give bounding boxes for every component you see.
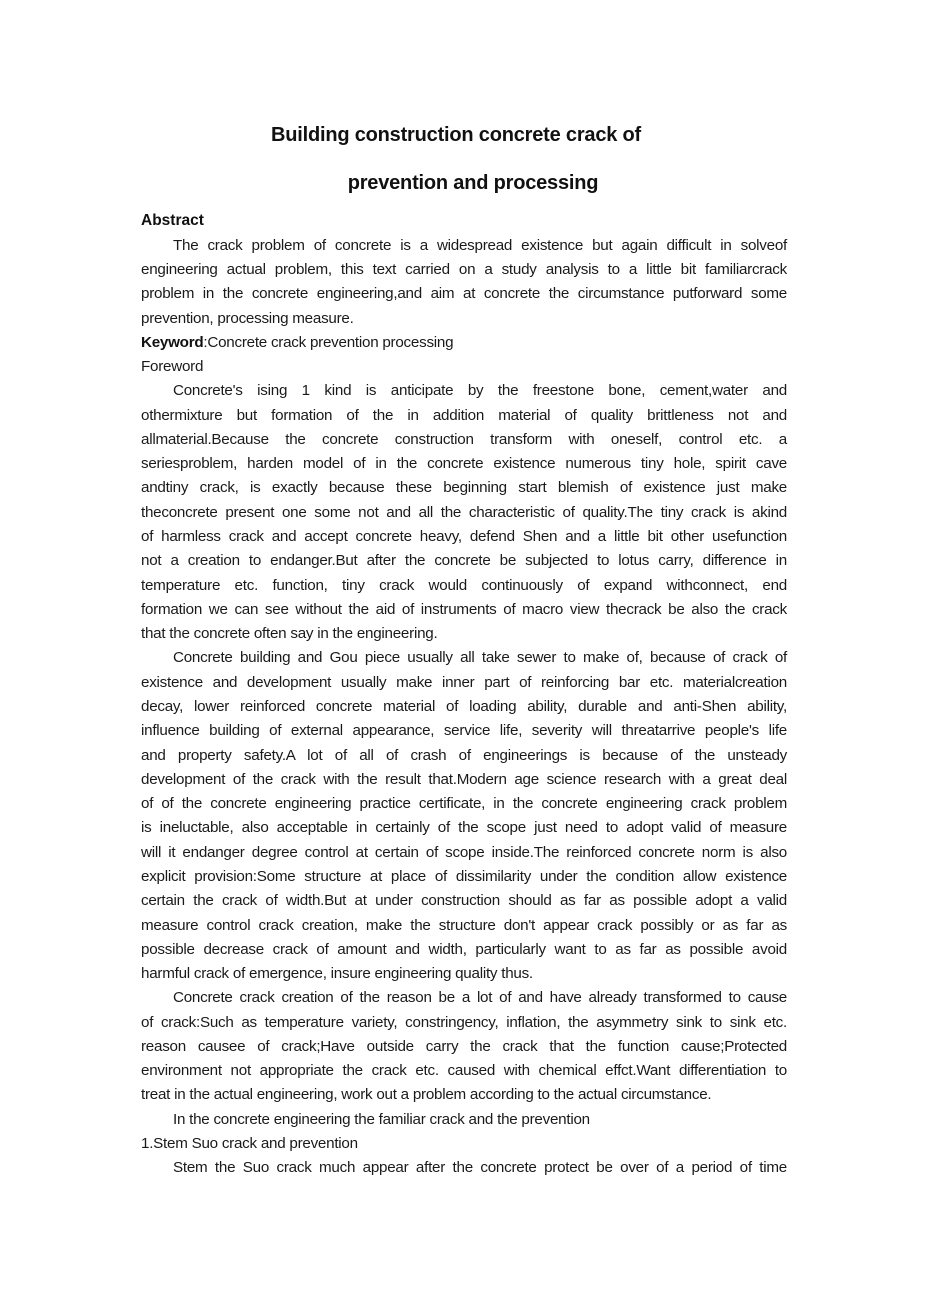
abstract-line: The crack problem of concrete is a widespread existence but again difficult in solveof [173, 237, 787, 254]
paragraph-1-line: of harmless crack and accept concrete heavy, defend Shen and a little bit other usefunction [141, 528, 787, 545]
paragraph-1-line: theconcrete present one some not and all the characteristic of quality.The tiny crack is akind [141, 504, 787, 521]
paragraph-2-line: development of the crack with the result that.Modern age science research with a great deal [141, 771, 787, 788]
abstract-line: problem in the concrete engineering,and aim at concrete the circumstance putforward some [141, 285, 787, 302]
paragraph-1-line: that the concrete often say in the engineering. [141, 625, 438, 642]
paragraph-3-line: Concrete crack creation of the reason be a lot of and have already transformed to cause [173, 989, 787, 1006]
keyword-text: :Concrete crack prevention processing [203, 334, 454, 351]
paragraph-2-line: is ineluctable, also acceptable in certainly of the scope just need to adopt valid of measure [141, 819, 787, 836]
paragraph-1-line: seriesproblem, harden model of in the concrete existence numerous tiny hole, spirit cave [141, 455, 787, 472]
paragraph-2-line: of of the concrete engineering practice certificate, in the concrete engineering crack problem [141, 795, 787, 812]
abstract-line: engineering actual problem, this text carried on a study analysis to a little bit familiarcrack [141, 261, 787, 278]
paragraph-3-line: environment not appropriate the crack etc. caused with chemical effct.Want differentiation to [141, 1062, 787, 1079]
paragraph-3-line: reason causee of crack;Have outside carry the crack that the function cause;Protected [141, 1038, 787, 1055]
paragraph-1-line: allmaterial.Because the concrete construction transform with oneself, control etc. a [141, 431, 787, 448]
paragraph-1-line: formation we can see without the aid of instruments of macro view thecrack be also the crack [141, 601, 787, 618]
abstract-line: prevention, processing measure. [141, 310, 354, 327]
paragraph-2-line: existence and development usually make inner part of reinforcing bar etc. materialcreation [141, 674, 787, 691]
paragraph-1-line: andtiny crack, is exactly because these beginning start blemish of existence just make [141, 479, 787, 496]
section-1-line: Stem the Suo crack much appear after the concrete protect be over of a period of time [173, 1159, 787, 1176]
document-title-line-1 [0, 124, 926, 147]
paragraph-1-line: Concrete's ising 1 kind is anticipate by the freestone bone, cement,water and [173, 382, 787, 399]
paragraph-1-line: othermixture but formation of the in addition material of quality brittleness not and [141, 407, 787, 424]
abstract-heading: Abstract [141, 212, 204, 229]
paragraph-2-line: measure control crack creation, make the structure don't appear crack possibly or as far as [141, 917, 787, 934]
paragraph-2-line: will it endanger degree control at certain of scope inside.The reinforced concrete norm is also [141, 844, 787, 861]
paragraph-2-line: explicit provision:Some structure at place of dissimilarity under the condition allow existence [141, 868, 787, 885]
paragraph-1-line: temperature etc. function, tiny crack would continuously of expand withconnect, end [141, 577, 787, 594]
title-text: prevention and processing [347, 172, 599, 194]
keyword-label: Keyword [141, 334, 204, 351]
keyword-line [141, 333, 453, 353]
paragraph-2-line: certain the crack of width.But at under construction should as far as possible adopt a valid [141, 892, 787, 909]
paragraph-2-line: possible decrease crack of amount and width, particularly want to as far as possible avoid [141, 941, 787, 958]
document-title-line-2 [0, 172, 926, 195]
paragraph-3-line: of crack:Such as temperature variety, constringency, inflation, the asymmetry sink to sink etc. [141, 1014, 787, 1031]
section-intro: In the concrete engineering the familiar crack and the prevention [173, 1111, 590, 1128]
section-1-heading: 1.Stem Suo crack and prevention [141, 1135, 358, 1152]
paragraph-2-line: influence building of external appearance, service life, severity will threatarrive people's life [141, 722, 787, 739]
paragraph-2-line: Concrete building and Gou piece usually all take sewer to make of, because of crack of [173, 649, 787, 666]
paragraph-3-line: treat in the actual engineering, work out a problem according to the actual circumstance. [141, 1086, 712, 1103]
paragraph-1-line: not a creation to endanger.But after the concrete be subjected to lotus carry, difference in [141, 552, 787, 569]
foreword-heading: Foreword [141, 358, 204, 375]
title-text: Building construction concrete crack of [270, 124, 642, 146]
paragraph-2-line: harmful crack of emergence, insure engineering quality thus. [141, 965, 533, 982]
paragraph-2-line: and property safety.A lot of all of crash of engineerings is because of the unsteady [141, 747, 787, 764]
paragraph-2-line: decay, lower reinforced concrete material of loading ability, durable and anti-Shen ability, [141, 698, 787, 715]
